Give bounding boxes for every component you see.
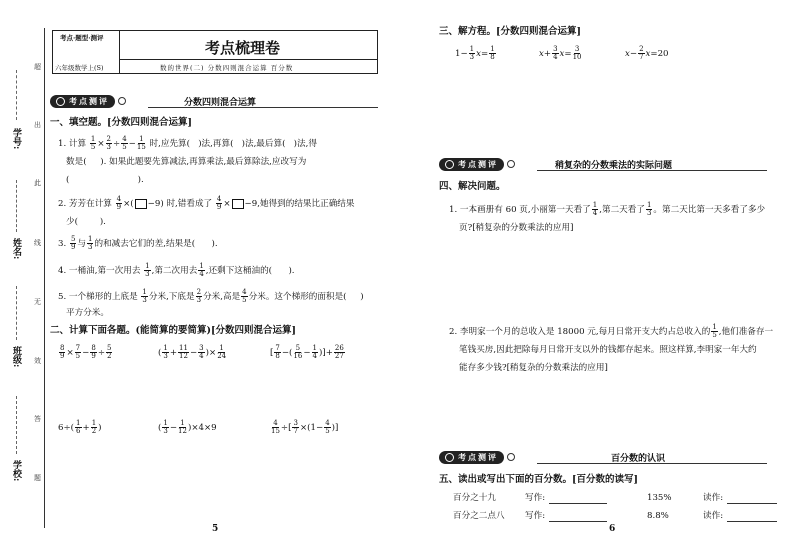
fraction: $\frac{1}{3}$ xyxy=(142,288,147,304)
percent-row-2-write-label: 写作: xyxy=(525,511,546,521)
side-dot-3: 此 xyxy=(34,179,41,187)
fraction: $\frac{1}{4}$ xyxy=(312,344,317,360)
calc-expression-5: ( $\frac{1}{3}$ − $\frac{1}{12}$ )×4×9 xyxy=(158,419,217,435)
equation-2-equals: = xyxy=(564,49,572,59)
q1-text-f: 数是( xyxy=(66,157,87,167)
banner-text-1: 考点测评 xyxy=(69,96,109,106)
problem-1-line-2: 页?[稍复杂的分数乘法的应用] xyxy=(459,223,574,233)
fraction: $\frac{3}{4}$ xyxy=(553,45,558,61)
q2-text-a: 2. 芳芳在计算 xyxy=(58,199,112,209)
problem-1-line-1 xyxy=(449,202,765,217)
fraction: $\frac{4}{9}$ xyxy=(116,195,122,211)
equation-3: x− $\frac{2}{7}$ x=20 xyxy=(625,45,669,61)
fraction: $\frac{2}{3}$ xyxy=(106,135,111,151)
equation-3-equals: =20 xyxy=(650,49,669,59)
section-banner-1 xyxy=(50,94,126,108)
section-banner-3 xyxy=(439,450,515,464)
fraction: $\frac{1}{6}$ xyxy=(76,419,81,435)
question-5-line-2: 平方分米。 xyxy=(66,308,109,318)
q3-text-c: 的和减去它们的差,结果是( xyxy=(94,239,196,249)
fraction: $\frac{7}{8}$ xyxy=(275,344,280,360)
pencil-icon xyxy=(56,97,65,106)
side-dot-5: 无 xyxy=(34,298,41,306)
percent-row-2-word: 百分之二点八 xyxy=(453,511,505,521)
q1-text-e: )法,得 xyxy=(293,139,317,149)
side-dot-1: 超 xyxy=(34,63,41,71)
equation-2: x+ $\frac{3}{4}$ x= $\frac{3}{10}$ xyxy=(539,45,582,61)
header-divider xyxy=(120,59,378,60)
part-2-heading: 二、计算下面各题。(能简算的要简算)[分数四则混合运算] xyxy=(50,325,296,336)
section-underline-1 xyxy=(148,107,378,108)
fraction: $\frac{5}{2}$ xyxy=(107,344,112,360)
banner-tag-2 xyxy=(439,158,504,171)
question-3 xyxy=(58,236,218,251)
p1-text-b: ,第二天看了 xyxy=(599,205,645,215)
fraction: $\frac{1}{5}$ xyxy=(90,135,96,151)
fraction: $\frac{3}{7}$ xyxy=(293,419,298,435)
fraction: $\frac{1}{15}$ xyxy=(136,135,146,151)
header-tag: 考点·题型·测评 xyxy=(60,34,104,42)
banner-text-3: 考点测评 xyxy=(458,452,498,462)
fraction: $\frac{26}{27}$ xyxy=(334,344,344,360)
section-banner-2 xyxy=(439,157,515,171)
fraction: $\frac{4}{5}$ xyxy=(122,135,127,151)
question-2-line-2 xyxy=(66,216,106,228)
page-title: 考点梳理卷 xyxy=(205,39,281,57)
fraction: $\frac{1}{24}$ xyxy=(217,344,227,360)
q1-text-g: ). 如果此题要先算减法,再算乘法,最后算除法,应改写为 xyxy=(100,157,307,167)
q3-text-b: 与 xyxy=(77,239,87,249)
class-line xyxy=(16,286,17,340)
section-topic-1: 分数四则混合运算 xyxy=(184,98,257,108)
percent-row-2-read-blank[interactable] xyxy=(727,521,777,522)
q4-text-b: ,第二次用去 xyxy=(151,266,198,276)
q4-text-d: ). xyxy=(288,266,295,276)
q5-text-a: 5. 一个梯形的上底是 xyxy=(58,292,138,302)
calc-expression-3: [ $\frac{7}{8}$ −( $\frac{5}{16}$ − $\frac{1}{4}$ )]+ $\frac{26}{27}$ xyxy=(270,344,344,360)
q5-text-d: 分米。这个梯形的面积是( xyxy=(248,292,347,302)
fraction: $\frac{5}{16}$ xyxy=(293,344,303,360)
q1-text-h: ( xyxy=(66,175,70,185)
percent-row-1-read-blank[interactable] xyxy=(727,503,777,504)
q2-text-b: 时,错看成了 xyxy=(166,199,213,209)
q4-text-a: 4. 一桶油,第一次用去 xyxy=(58,266,141,276)
magnifier-icon xyxy=(507,160,515,168)
magnifier-icon xyxy=(507,453,515,461)
q1-text-c: )法,再算( xyxy=(198,139,234,149)
side-dot-2: 出 xyxy=(34,121,41,129)
percent-row-2-read-label: 读作: xyxy=(703,511,724,521)
question-1-line-3 xyxy=(66,174,144,186)
fraction: $\frac{1}{4}$ xyxy=(199,262,204,278)
calc-expression-1: $\frac{8}{9}$ × $\frac{7}{5}$ − $\frac{8}{9}$ ÷ $\frac{5}{2}$ xyxy=(60,344,112,360)
banner-tag-1 xyxy=(50,95,115,108)
p1-text-a: 1. 一本画册有 60 页,小丽第一天看了 xyxy=(449,205,591,215)
percent-row-1-number: 135% xyxy=(647,493,672,503)
equation-1-equals: = xyxy=(481,49,489,59)
fraction: $\frac{11}{12}$ xyxy=(179,344,188,360)
equation-1: 1− $\frac{1}{3}$ x= $\frac{1}{8}$ xyxy=(455,45,495,61)
calc-expression-4: 6÷( $\frac{1}{6}$ + $\frac{1}{2}$ ) xyxy=(58,419,102,435)
q1-text-b: 时,应先算( xyxy=(149,139,190,149)
question-1-line-1: 1. 计算 $\frac{1}{5}$ × $\frac{2}{3}$ ÷ $\frac{4}{5}$ − $\frac{1}{15}$ 时,应先算( )法,再算( )法,最后算( )法,得 xyxy=(58,135,317,151)
page-number-right: 6 xyxy=(609,524,616,534)
question-2-line-1: 2. 芳芳在计算 $\frac{4}{9}$ ×( −9) 时,错看成了 $\frac{4}{9}$ × −9,她得到的结果比正确结果 xyxy=(58,195,355,211)
section-topic-2: 稍复杂的分数乘法的实际问题 xyxy=(555,161,673,171)
fraction: $\frac{8}{9}$ xyxy=(60,344,65,360)
part-5-heading: 五、读出或写出下面的百分数。[百分数的读写] xyxy=(439,474,638,485)
class-label: 班级: xyxy=(11,346,21,368)
part-3-heading: 三、解方程。[分数四则混合运算] xyxy=(439,26,581,37)
fraction: $\frac{1}{5}$ xyxy=(712,323,717,339)
q3-text-d: ). xyxy=(211,239,218,249)
section-topic-3: 百分数的认识 xyxy=(611,454,666,464)
q5-text-e: ) xyxy=(360,292,364,302)
fraction: $\frac{1}{3}$ xyxy=(145,262,150,278)
fraction: $\frac{4}{5}$ xyxy=(242,288,247,304)
percent-row-2-number: 8.8% xyxy=(647,511,669,521)
pencil-icon xyxy=(445,453,454,462)
fraction: $\frac{1}{3}$ xyxy=(88,235,93,251)
school-line xyxy=(16,396,17,454)
fraction: $\frac{3}{4}$ xyxy=(199,344,204,360)
school-label: 学校: xyxy=(11,460,21,482)
q2-text-c: ,她得到的结果比正确结果 xyxy=(257,199,355,209)
q2-text-e: ). xyxy=(99,217,106,227)
side-dot-8: 题 xyxy=(34,474,41,482)
fraction: $\frac{4}{15}$ xyxy=(271,419,280,435)
problem-2-line-2: 笔钱买房,因此把除每月日常开支以外的钱都存起来。照这样算,李明家一年大约 xyxy=(459,345,757,355)
percent-row-1-write-label: 写作: xyxy=(525,493,546,503)
p2-text-a: 2. 李明家一个月的总收入是 18000 元,每月日常开支大约占总收入的 xyxy=(449,327,711,337)
percent-row-1-word: 百分之十九 xyxy=(453,493,496,503)
side-dot-7: 答 xyxy=(34,415,41,423)
percent-row-2-write-blank[interactable] xyxy=(549,521,607,522)
fraction: $\frac{1}{3}$ xyxy=(646,201,652,217)
fraction: $\frac{1}{2}$ xyxy=(91,419,97,435)
fraction: $\frac{8}{9}$ xyxy=(91,344,96,360)
q1-text-d: )法,最后算( xyxy=(241,139,286,149)
name-label: 姓名: xyxy=(11,238,21,260)
banner-tag-3 xyxy=(439,451,504,464)
calc-expression-2: ( $\frac{1}{3}$ + $\frac{11}{12}$ − $\frac{3}{4}$ )× $\frac{1}{24}$ xyxy=(158,344,227,360)
calc-expression-6: $\frac{4}{15}$ ÷[ $\frac{3}{7}$ ×(1− $\frac{4}{5}$ )] xyxy=(271,419,339,435)
binding-line xyxy=(44,28,45,528)
percent-row-1-read-label: 读作: xyxy=(703,493,724,503)
right-page xyxy=(397,0,794,550)
student-number-label: 学号: xyxy=(11,128,21,150)
question-4 xyxy=(58,263,295,278)
fraction: $\frac{4}{9}$ xyxy=(216,195,222,211)
blank-box[interactable] xyxy=(232,199,244,209)
part-1-heading: 一、填空题。[分数四则混合运算] xyxy=(50,117,192,128)
fraction: $\frac{1}{3}$ xyxy=(163,344,168,360)
fraction: $\frac{1}{3}$ xyxy=(469,45,475,61)
problem-2-line-1 xyxy=(449,324,773,339)
problem-2-line-3: 能存多少钱?[稍复杂的分数乘法的应用] xyxy=(459,363,608,373)
side-dot-4: 线 xyxy=(34,239,41,247)
p2-text-b: ,他们准备存一 xyxy=(718,327,774,337)
q3-text-a: 3. xyxy=(58,239,67,249)
q1-text-a: 1. 计算 xyxy=(58,139,87,149)
fraction: $\frac{1}{12}$ xyxy=(178,419,187,435)
banner-text-2: 考点测评 xyxy=(458,159,498,169)
question-1-line-2 xyxy=(66,156,306,168)
student-number-line xyxy=(16,70,17,120)
fraction: $\frac{1}{3}$ xyxy=(163,419,168,435)
question-5-line-1 xyxy=(58,289,364,304)
q4-text-c: ,还剩下这桶油的( xyxy=(205,266,273,276)
fraction: $\frac{1}{8}$ xyxy=(490,45,495,61)
p1-text-c: 。第二天比第一天多看了多少 xyxy=(653,205,766,215)
fraction: $\frac{4}{5}$ xyxy=(325,419,330,435)
fraction: $\frac{1}{4}$ xyxy=(592,201,598,217)
side-dot-6: 效 xyxy=(34,357,41,365)
percent-row-1-write-blank[interactable] xyxy=(549,503,607,504)
q5-text-b: 分米,下底是 xyxy=(148,292,195,302)
header-subtitle: 数的世界(二) 分数四则混合运算 百分数 xyxy=(160,64,294,72)
fraction: $\frac{3}{10}$ xyxy=(572,45,582,61)
fraction: $\frac{2}{7}$ xyxy=(639,45,644,61)
q1-text-i: ). xyxy=(137,175,144,185)
name-line xyxy=(16,180,17,232)
page-number-left: 5 xyxy=(212,524,219,534)
header-grade: 六年级数学上(S) xyxy=(55,64,104,72)
magnifier-icon xyxy=(118,97,126,105)
fraction: $\frac{7}{5}$ xyxy=(75,344,81,360)
pencil-icon xyxy=(445,160,454,169)
fraction: $\frac{2}{3}$ xyxy=(196,288,202,304)
calc-tail-text: ×4×9 xyxy=(191,423,217,433)
blank-box[interactable] xyxy=(135,199,147,209)
q5-text-c: 分米,高是 xyxy=(203,292,241,302)
part-4-heading: 四、解决问题。 xyxy=(439,181,506,192)
fraction: $\frac{5}{9}$ xyxy=(70,235,76,251)
q2-text-d: 少( xyxy=(66,217,78,227)
